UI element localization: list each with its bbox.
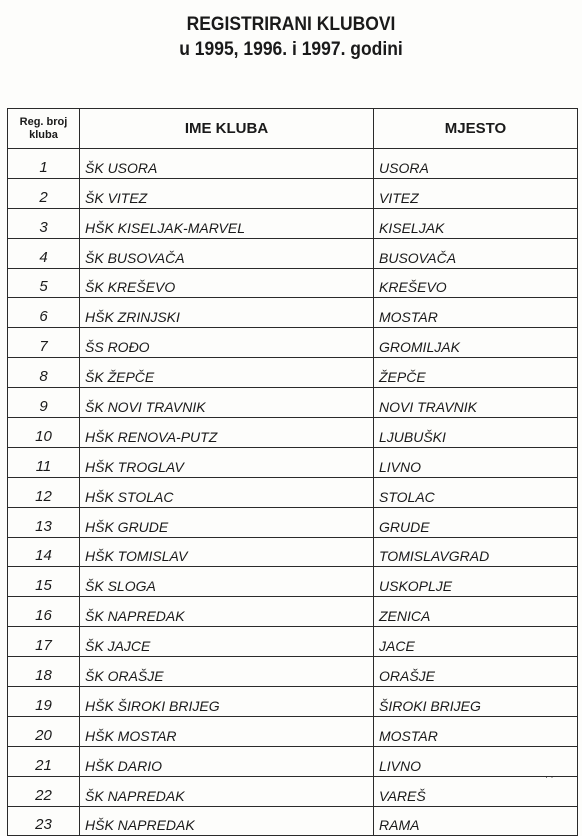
reg-number-cell: 22 [8,776,80,806]
club-name-cell: HŠK STOLAC [80,477,374,507]
club-name-cell: HŠK KISELJAK-MARVEL [80,208,374,238]
place-cell: STOLAC [374,477,578,507]
table-row [8,716,578,746]
header-reg-number-line1: Reg. broj [19,115,68,128]
club-name-cell: HŠK DARIO [80,746,374,776]
place-cell: BUSOVAČA [374,238,578,268]
place-cell: KREŠEVO [374,268,578,298]
table-row [8,178,578,208]
club-name-cell: ŠK KREŠEVO [80,268,374,298]
club-name-cell: ŠK NAPREDAK [80,776,374,806]
reg-number-cell: 19 [8,687,80,717]
reg-number-cell: 15 [8,567,80,597]
reg-number-cell: 14 [8,537,80,567]
club-name-cell: HŠK RENOVA-PUTZ [80,418,374,448]
reg-number-cell: 17 [8,627,80,657]
table-body [8,149,578,836]
place-cell: MOSTAR [374,298,578,328]
table-row [8,447,578,477]
reg-number-cell: 11 [8,447,80,477]
club-name-cell: HŠK TROGLAV [80,447,374,477]
table-header-row [8,109,578,149]
table-row [8,328,578,358]
place-cell: LIVNO [374,746,578,776]
place-cell: USORA [374,149,578,179]
clubs-table [7,108,578,836]
table-row [8,507,578,537]
document-title: REGISTRIRANI KLUBOVI [186,14,396,35]
club-name-cell: HŠK TOMISLAV [80,537,374,567]
reg-number-cell: 13 [8,507,80,537]
table-row [8,238,578,268]
table-row [8,477,578,507]
place-cell: ZENICA [374,597,578,627]
club-name-cell: ŠK NOVI TRAVNIK [80,388,374,418]
table-row [8,537,578,567]
table-row [8,776,578,806]
table-row [8,597,578,627]
reg-number-cell: 10 [8,418,80,448]
place-cell: GROMILJAK [374,328,578,358]
place-cell: VAREŠ [374,776,578,806]
document-subtitle: u 1995, 1996. i 1997. godini [179,39,403,60]
place-cell: KISELJAK [374,208,578,238]
reg-number-cell: 21 [8,746,80,776]
place-cell: ORAŠJE [374,657,578,687]
club-name-cell: HŠK GRUDE [80,507,374,537]
table-row [8,567,578,597]
reg-number-cell: 3 [8,208,80,238]
table-row [8,806,578,836]
header-place: MJESTO [374,109,578,149]
place-cell: JACE [374,627,578,657]
club-name-cell: HŠK ZRINJSKI [80,298,374,328]
table-row [8,418,578,448]
table-row [8,358,578,388]
club-name-cell: ŠK NAPREDAK [80,597,374,627]
club-name-cell: ŠK USORA [80,149,374,179]
table-row [8,627,578,657]
table-row [8,208,578,238]
place-cell: USKOPLJE [374,567,578,597]
place-cell: GRUDE [374,507,578,537]
place-cell: TOMISLAVGRAD [374,537,578,567]
place-cell: MOSTAR [374,716,578,746]
table-row [8,149,578,179]
table-row [8,268,578,298]
header-reg-number [8,109,80,149]
club-name-cell: ŠK VITEZ [80,178,374,208]
table-row [8,388,578,418]
reg-number-cell: 2 [8,178,80,208]
scan-mark: · · [545,772,554,782]
club-name-cell: ŠK ORAŠJE [80,657,374,687]
club-name-cell: HŠK NAPREDAK [80,806,374,836]
header-reg-number-line2: kluba [29,128,58,141]
reg-number-cell: 23 [8,806,80,836]
table-row [8,657,578,687]
table-row [8,746,578,776]
reg-number-cell: 9 [8,388,80,418]
club-name-cell: HŠK ŠIROKI BRIJEG [80,687,374,717]
reg-number-cell: 7 [8,328,80,358]
reg-number-cell: 1 [8,149,80,179]
club-name-cell: ŠK BUSOVAČA [80,238,374,268]
place-cell: RAMA [374,806,578,836]
club-name-cell: ŠK SLOGA [80,567,374,597]
header-club-name: IME KLUBA [80,109,374,149]
table-row [8,687,578,717]
reg-number-cell: 8 [8,358,80,388]
club-name-cell: ŠK ŽEPČE [80,358,374,388]
reg-number-cell: 20 [8,716,80,746]
reg-number-cell: 16 [8,597,80,627]
reg-number-cell: 12 [8,477,80,507]
place-cell: ŠIROKI BRIJEG [374,687,578,717]
club-name-cell: ŠK JAJCE [80,627,374,657]
reg-number-cell: 5 [8,268,80,298]
place-cell: LIVNO [374,447,578,477]
place-cell: NOVI TRAVNIK [374,388,578,418]
place-cell: LJUBUŠKI [374,418,578,448]
place-cell: VITEZ [374,178,578,208]
reg-number-cell: 18 [8,657,80,687]
table-row [8,298,578,328]
reg-number-cell: 6 [8,298,80,328]
reg-number-cell: 4 [8,238,80,268]
club-name-cell: ŠS ROĐO [80,328,374,358]
club-name-cell: HŠK MOSTAR [80,716,374,746]
place-cell: ŽEPČE [374,358,578,388]
